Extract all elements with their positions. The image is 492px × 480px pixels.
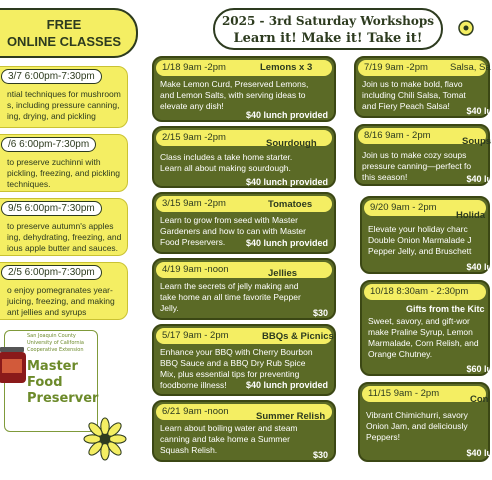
online-class-date: /6 6:00pm-7:30pm <box>1 137 96 152</box>
workshop-header <box>358 128 492 147</box>
banner-ws-line1: 2025 - 3rd Saturday Workshops <box>221 14 435 28</box>
workshop-date: 5/17 9am - 2pm <box>162 330 229 341</box>
logo-org-line: University of California <box>27 340 84 346</box>
workshop-price: $40 lu <box>466 174 492 184</box>
workshop-desc-line: Class includes a take home starter. <box>160 152 293 162</box>
workshop-title: Lemons x 3 <box>260 62 313 73</box>
banner-free-line1: FREE <box>46 17 82 32</box>
workshop-header <box>364 200 486 221</box>
workshop-desc-line: elevate any dish! <box>160 101 224 111</box>
workshop-price: $40 lu <box>466 448 492 458</box>
workshop-desc-line: BBQ Sauce and a BBQ Dry Rub Spice <box>160 358 306 368</box>
workshop-desc-line: Join us to make bold, flavo <box>362 79 463 89</box>
workshop-desc-line: Jelly. <box>160 303 179 313</box>
workshop-desc-line: Sweet, savory, and gift-wor <box>368 316 470 326</box>
workshop-desc-line: Make Lemon Curd, Preserved Lemons, <box>160 79 309 89</box>
workshop-date: 8/16 9am - 2pm <box>364 130 431 141</box>
workshop-title: Salsa, Sa <box>450 62 491 73</box>
online-class-line: to preserve zuchinni with <box>7 157 101 167</box>
workshop-desc-line: Learn to grow from seed with Master <box>160 215 298 225</box>
logo-name-line: Food <box>27 375 63 390</box>
workshop-price: $30 <box>312 450 328 460</box>
workshop-date: 3/15 9am -2pm <box>162 198 226 209</box>
workshop-price: $40 lunch provided <box>245 177 328 187</box>
workshop-header <box>156 262 332 278</box>
workshop-price: $30 <box>312 308 328 318</box>
online-class-card[interactable] <box>0 66 128 128</box>
free-online-classes-banner <box>0 8 138 58</box>
workshop-desc-line: Onion Jam, and deliciously <box>366 421 468 431</box>
workshop-date: 11/15 9am - 2pm <box>368 388 440 399</box>
online-class-line: s, including pressure canning, <box>7 100 120 110</box>
online-class-line: to preserve autumn's apples <box>7 221 114 231</box>
online-class-line: o enjoy pomegranates year- <box>7 285 113 295</box>
workshop-date: 2/15 9am -2pm <box>162 132 226 143</box>
workshop-date: 1/18 9am -2pm <box>162 62 226 73</box>
workshop-title: Gifts from the Kitc <box>406 304 485 314</box>
workshop-header <box>156 60 332 76</box>
workshop-title: Sourdough <box>266 138 317 149</box>
workshop-desc-line: Double Onion Marmalade J <box>368 235 472 245</box>
workshop-desc-line: including Chili Salsa, Tomat <box>362 90 466 100</box>
workshop-desc-line: Pepper Jelly, and Bruschett <box>368 246 472 256</box>
workshop-card-sourdough[interactable] <box>152 126 336 188</box>
online-class-date: 3/7 6:00pm-7:30pm <box>1 69 102 84</box>
banner-free-line2: ONLINE CLASSES <box>6 34 122 49</box>
workshop-date: 9/20 9am - 2pm <box>370 202 437 213</box>
workshop-title: Holida <box>456 210 486 221</box>
online-class-line: juicing, freezing, and making <box>7 296 115 306</box>
workshop-card-summer-relish[interactable] <box>152 400 336 462</box>
workshop-desc-line: pressure canning—perfect fo <box>362 161 472 171</box>
master-food-preserver-logo <box>4 330 98 432</box>
flower-icon <box>458 20 474 36</box>
workshop-price: $40 lunch provided <box>245 380 328 390</box>
workshop-price: $40 lu <box>466 106 492 116</box>
workshop-title: Jellies <box>268 268 298 279</box>
workshop-title: Tomatoes <box>268 199 313 210</box>
workshop-date: 7/19 9am -2pm <box>364 62 428 73</box>
workshop-header <box>362 386 489 405</box>
workshop-desc-line: and Fiery Peach Salsa! <box>362 101 450 111</box>
workshop-desc-line: Join us to make cozy soups <box>362 150 467 160</box>
workshop-card-tomatoes[interactable] <box>152 192 336 254</box>
online-class-line: ntial techniques for mushroom <box>7 89 121 99</box>
online-class-line: pickling, freezing, and pickling <box>7 168 120 178</box>
workshop-desc-line: canning and take home a Summer <box>160 434 290 444</box>
workshop-header <box>358 60 491 76</box>
workshop-desc-line: Squash Relish. <box>160 445 218 455</box>
workshop-date: 6/21 9am -noon <box>162 406 229 417</box>
workshop-card-condiments[interactable] <box>358 382 490 462</box>
workshop-desc-line: this season! <box>362 172 408 182</box>
workshop-desc-line: Mix, plus essential tips for preventing <box>160 369 300 379</box>
workshop-desc-line: Learn about boiling water and steam <box>160 423 298 433</box>
workshop-card-holiday[interactable] <box>360 196 490 274</box>
online-class-card[interactable] <box>0 198 128 256</box>
workshop-title: BBQs & Picnics <box>262 331 334 342</box>
workshop-price: $40 lunch provided <box>245 238 328 248</box>
workshop-date: 4/19 9am -noon <box>162 264 229 275</box>
online-class-line: ing, drying, and pickling <box>7 111 96 121</box>
workshop-price: $40 lunch provided <box>245 110 328 120</box>
workshops-banner <box>213 8 443 50</box>
logo-org-line: Cooperative Extension <box>27 347 84 353</box>
workshop-date: 10/18 8:30am - 2:30pm <box>370 286 469 297</box>
workshop-card-salsa[interactable] <box>354 56 490 118</box>
workshop-desc-line: make Praline Syrup, Lemon <box>368 327 473 337</box>
workshop-card-gifts[interactable] <box>360 280 490 376</box>
workshop-desc-line: Enhance your BBQ with Cherry Bourbon <box>160 347 313 357</box>
daisy-flower-icon <box>84 418 126 460</box>
workshop-price: $60 lu <box>466 364 492 374</box>
online-class-line: ant jellies and syrups <box>7 307 87 317</box>
workshop-title: Con <box>470 394 489 405</box>
workshop-title: Summer Relish <box>256 411 326 422</box>
workshop-desc-line: Food Preservers. <box>160 237 226 247</box>
workshop-card-jellies[interactable] <box>152 258 336 320</box>
workshop-desc-line: foodborne illness! <box>160 380 227 390</box>
online-class-date: 2/5 6:00pm-7:30pm <box>1 265 102 280</box>
canning-jar-icon <box>0 345 27 385</box>
workshop-desc-line: Gardeners and how to can with Master <box>160 226 306 236</box>
workshop-card-bbqs[interactable] <box>152 324 336 396</box>
workshop-header <box>156 196 332 212</box>
workshop-header <box>364 284 486 300</box>
workshop-header <box>156 328 332 344</box>
workshop-desc-line: take home an all time favorite Pepper <box>160 292 301 302</box>
workshop-card-soups[interactable] <box>354 124 490 186</box>
workshop-price: $40 lu <box>466 262 492 272</box>
workshop-card-lemons[interactable] <box>152 56 336 122</box>
logo-name-line: Preserver <box>27 391 99 406</box>
workshop-desc-line: Orange Chutney. <box>368 349 433 359</box>
workshop-desc-line: Vibrant Chimichurri, savory <box>366 410 468 420</box>
workshop-desc-line: Peppers! <box>366 432 401 442</box>
workshop-desc-line: and Lemon Salts, with serving ideas to <box>160 90 306 100</box>
workshop-header <box>156 130 332 149</box>
online-class-line: ing, dehydrating, freezing, and <box>7 232 122 242</box>
logo-name-line: Master <box>27 359 78 374</box>
workshop-desc-line: Learn the secrets of jelly making and <box>160 281 299 291</box>
online-class-card[interactable] <box>0 262 128 320</box>
online-class-card[interactable] <box>0 134 128 192</box>
online-class-date: 9/5 6:00pm-7:30pm <box>1 201 102 216</box>
banner-ws-line2: Learn it! Make it! Take it! <box>233 31 423 46</box>
logo-org-line: San Joaquin County <box>27 333 76 339</box>
online-class-line: ious apple butter and sauces. <box>7 243 119 253</box>
online-class-line: techniques. <box>7 179 51 189</box>
workshop-title: Soups <box>462 136 492 147</box>
workshop-desc-line: Marmalade, Corn Relish, and <box>368 338 479 348</box>
workshop-header <box>156 404 332 420</box>
workshop-desc-line: Learn all about making sourdough. <box>160 163 291 173</box>
workshop-desc-line: Elevate your holiday charc <box>368 224 468 234</box>
